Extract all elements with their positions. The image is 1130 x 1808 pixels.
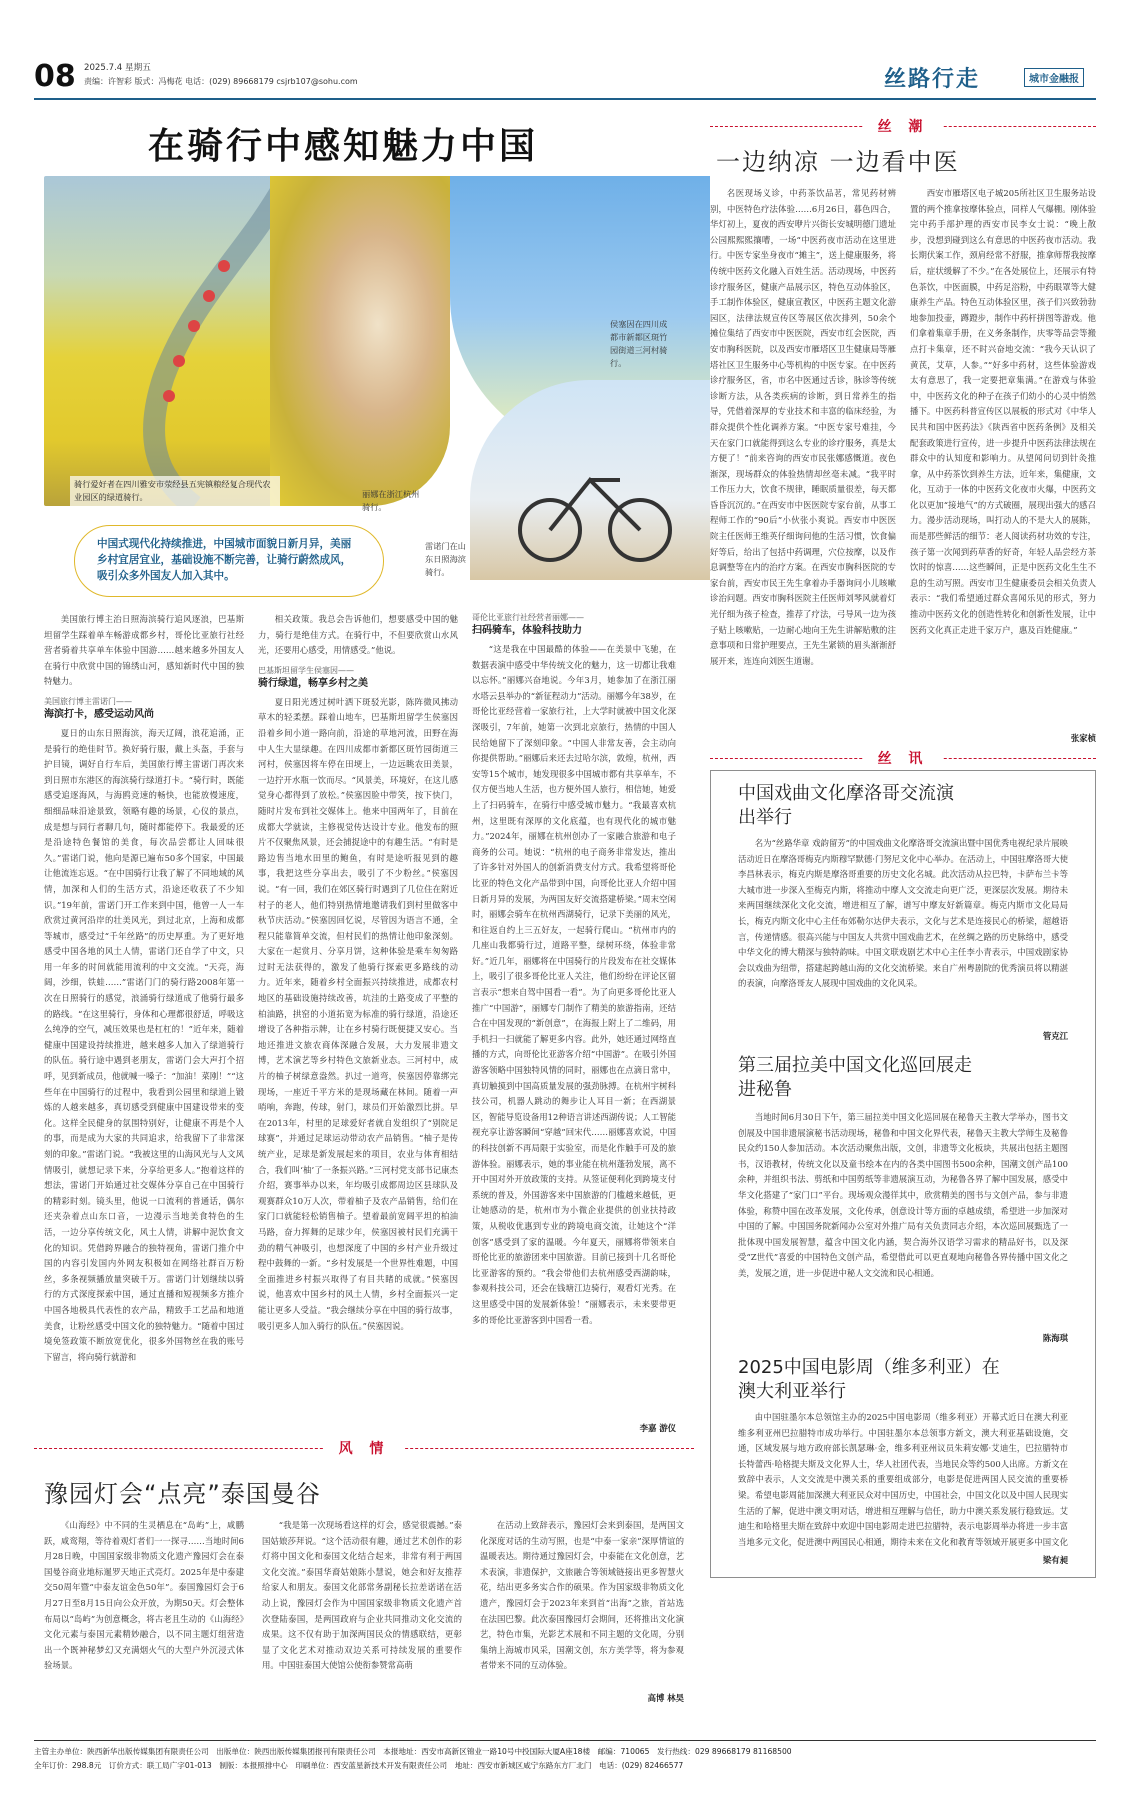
sec2-frame: [710, 748, 1096, 1580]
item1-title: 中国戏曲文化摩洛哥交流演出举行: [738, 783, 954, 828]
masthead-rule: [34, 98, 1096, 100]
issue-date: 2025.7.4 星期五: [84, 63, 151, 73]
photo-caption-1: 骑行爱好者在四川雅安市荥经县五宪镇粮经复合现代农业园区的绿道骑行。: [70, 476, 280, 506]
lead-photo-cyclist-beach: [470, 380, 710, 580]
col1-kicker: 美国旅行博主雷诺门——: [44, 696, 132, 706]
item3-body: 由中国驻墨尔本总领馆主办的2025中国电影周（维多利亚）开幕式近日在澳大利亚维多利亚州巴拉腊特市成功举行。中国驻墨尔本总领事方新文，澳大利亚基础设施，交通，区域发展与地方政府部长凯瑟琳·金，维多利亚州议员朱莉安娜·艾迪生，巴拉腊特市长特蕾西·哈格提夫斯及文化界人士，华人社团代表，当地民众等约500人出席。方新文在致辞中表示，人文交流是中澳关系的重要组成部分，电影是促进两国人民交流的重要桥梁。希望电影周能加深澳大利亚民众对中国历史，中国社会，中国文化以及中国人民现实生活的了解，促进中澳文明对话，增进相互理解与信任，助力中澳关系发展行稳致远。艾迪生和哈格里夫斯在致辞中欢迎中国电影周走进巴拉腊特，表示电影周举办将进一步丰富当地多元文化，促进澳中两国民心相通，期待未来在文化和教育等领域开展更多中国文化: [738, 1412, 1068, 1547]
lead-headline: 在骑行中感知魅力中国: [148, 126, 539, 167]
col2-kicker: 巴基斯坦留学生侯塞因——: [258, 665, 354, 675]
bottom-headline: 豫园灯会“点亮”泰国曼谷: [44, 1480, 321, 1508]
sec1-col2: 西安市雁塔区电子城205所社区卫生服务站设置的两个推拿按摩体验点，同样人气爆棚。刚体验完中药手部护理的西安市民李女士说：“晚上散步，没想到碰到这么有意思的中医药夜市活动。我长期伏案工作，颈肩经常不舒服，推拿师帮我按摩后，症状缓解了不少。”在各处展位上，还展示有特色茶饮，中医面膜，中药足浴粉，中药眼罩等大健康养生产品。特色互动体验区里，孩子们兴致勃勃地参加投壶，蹲蹬步，制作中药杆拼图等游戏。他们拿着集章手册，在义务条制作，庆零等品尝等搬点打卡集章，还不时兴奋地交流：“我今天认识了黄芪，艾草，人参。”“好多中药材，这些体验游戏太有意思了，我一定要把章集满。”在游戏与体验中，中医药文化的种子在孩子们幼小的心灵中悄然播下。中医药科普宣传区以展板的形式对《中华人民共和国中医药法》《陕西省中医药条例》及相关配套政策进行宣传，进一步提升中医药法律法规在群众中的认知度和影响力。从望闻问切到针灸推拿，从中药茶饮到养生方法，近年来，集健康，文化，互动于一体的中医药文化夜市火爆，中医药文化以更加“接地气”的方式破圈，展现出强大的感召力。漫步活动现场，叫打动人的不是大人的展陈，而是那些鲜活的细节：老人阅读药材功效的专注，孩子第一次闻到药草香的好奇，年轻人品尝经方茶饮时的惊喜……这些瞬间，正是中医药文化生生不息的生动写照。西安市卫生健康委员会相关负责人表示：“我们希望通过群众喜闻乐见的形式，努力推动中医药文化的创造性转化和创新性发展，让中医药文化真正走进千家万户，惠及百姓健康。”: [910, 188, 1096, 635]
page-number: 08: [34, 59, 76, 94]
section-title: 丝路行走: [884, 67, 981, 92]
lead-col-1: [44, 612, 244, 1431]
col2-body: 夏日阳光透过树叶洒下斑驳光影，陈阵微风拂动草木的轻柔摆。踩着山地车，巴基斯坦留学生侯塞因沿着乡间小道一路向前，沿途的草地河流，田野在海中人生大显绿趣。在四川成都市新都区斑竹园街道三河村，侯塞因将车停在田埂上，一边远眺农田美景，一边拧开水瓶一饮而尽。“风景美，环境好，在这儿感觉身心都得到了放松。”侯塞因脸中带笑，按下快门，随时片发布到社交媒体上。他来中国两年了，目前在成都大学就读，主修视觉传达设计专业。他发布的照片不仅聚焦风景，还会捕捉途中的有趣生活。“有时是路边售当地水田里的鲍鱼，有时是途听报见到的趣事，我把这些分享出去，吸引了不少粉丝。”侯塞因说。“有一回，我们在郊区骑行时遇到了几位住在附近村子的老人，他们特别热情地邀请我们到村里做客中秋节庆活动。”侯塞因回忆说，尽管因为语言不通，全程只能靠简单交流，但村民们的热情让他印象深刻。大家在一起赏月、分享月饼，这种体验是乘车匆匆路过时无法获得的，激发了他骑行探索更多路线的动力。近年来，随着乡村全面振兴持续推进，成都农村地区的基础设施持续改善，坑洼的土路变成了平整的柏油路，拱窑的小道拓宽为标准的骑行绿道，沿途还增设了各种指示牌，让在乡村骑行既便捷又安心。当地还推进文旅农商体深融合发展，大力发展非遗文博，艺术演艺等乡村特色文旅新业态。三河村中，成片的柚子树绿意盎然。扒过一道弯，侯塞因停靠绑完现场，一座近千平方米的是现场藏在林间。随着一声哨响，奔跑，传球，射门，球员们开始激烈比拼。早在2013年，村里的足球爱好者就自发组织了“别院足球赛”，并通过足球运动带动农产品销售。“柚子是传统产业，足球是新发展起来的项目，农业与体育相结合，我们叫‘柚’了一条振兴路。”三河村党支部书记康杰介绍，赛事举办以来，年均吸引成都周边区县球队及观赛群众10万人次，带着柚子及农产品销售，给们在家门口就能轻松销售柚子。望着最前宽阔平坦的柏油马路，奋力挥舞的足球少年，侯塞因被村民们充满干劲的精气神吸引，也想深度了中国的乡村产业升级过程中鼓舞的一新。“乡村发展是一个世界性难题，中国全面推进乡村振兴取得了有目共睹的成就。”侯塞因说，他喜欢中国乡村的风土人情，乡村全面振兴一定能让更多人受益。“我会继续分享在中国的骑行故事，吸引更多人加入骑行的队伍。”侯塞因说。: [258, 696, 458, 1331]
bottom-byline: 高博 林昊: [647, 1693, 684, 1703]
col2-body-top: 相关政策。我总会告诉他们，想要感受中国的魅力，骑行是绝佳方式。在骑行中，不但要欣赏山水风光，还要用心感受，用情感受。”他说。: [258, 614, 458, 656]
bicycle-icon: [470, 380, 710, 580]
sec1-label: 丝 潮: [863, 116, 943, 136]
sec2-label: 丝 讯: [863, 748, 943, 768]
col1-body: 夏日的山东日照海滨，海天辽阔，浪花追涌，正是骑行的绝佳时节。换好骑行服，戴上头盔，手套与护目镜，调好自行车后，美国旅行博主雷诺门再次来到日照市东港区的海滨骑行绿道打卡。“骑行时，既能感受追逐海风，与海鸥竞速的畅快，也能放慢速度，细细品味沿途景致，领略有趣的场景，心仪的景点，成是想与同行者聊几句，随时都能停下。我最爱的还是沿途特色餐馆的美食，每次品尝都让人回味很久。”雷诺门说，他向是源已遍布50多个国家，中国最让他流连忘返。“在中国骑行让我了解了不同地域的风情，加深和人们的生活方式，沿途还收获了不少知识。”19年前，雷诺门开工作来到中国，他曾一人一车欣赏过黄河沿岸的壮美风光，到过北京，上海和成都等城市，感受过“千年丝路”的历史厚重。为了更好地感受中国各地的风土人情，雷诺门还自学了中文，只用一年多的时间就能用流利的中文交流。“天亮，海阔，沙细，铁蛙……”雷诺门门的骑行路2008年第一次在日照骑行的感觉，浪涌骑行绿道成了他骑行最多的路线。“在这里骑行，身体和心理都很舒适，呼吸这么纯净的空气，减压效果也是杠杠的！”近年来，随着健康中国建设持续推进，越来越多人加入了绿道骑行的队伍。骑行途中遇到老朋友，雷诺门会大声打个招呼，见到新成员，他就喊一嗓子：“加油！菜刚！”“这些年在中国骑行的过程中，我看到公园里和绿道上锻炼的人越来越多，真切感受到健康中国建设带来的变化。这样全民健身的氛围特别好，让健康不再是个人的事，而是成为大家的共同追求，给我留下了非常深刻的印象。”雷诺门说。“我被这里的山海风光与人文风情吸引，就想记录下来，分享给更多人。”抱着这样的想法，雷诺门开始通过社交媒体分享自己在中国骑行的精彩时刻。镜头里，他说一口流利的普通话，偶尔还夹杂着点山东口音，一边漫示当地美食特色的生活，一边分享传统文化，风土人情，讲解中泥饮食文化的知识。凭借跨界融合的独特视角，雷诺门推介中国的内容引发国内外网友积极如在网络社群百万粉丝，多条视频播放量突破千万。雷诺门计划继续以骑行的方式深度探索中国，通过直播和短视频多方推介中国各地极具代表性的农产品，精致手工艺品和地道美食，让粉丝感受中国文化的独特魅力。“随着中国过境免签政策不断放宽优化，很多外国物丝在我的账号下留言，将向骑行就游和: [44, 727, 244, 1362]
col1-subhead: 海滨打卡，感受运动风尚: [44, 708, 154, 720]
sec1-headline: 一边纳凉 一边看中医: [716, 148, 960, 176]
lead-callout: 中国式现代化持续推进，中国城市面貌日新月异，美丽乡村宜居宜业，基础设施不断完善，让骑行蔚然成风，吸引众多外国友人加入其中。: [74, 525, 384, 597]
item1-body: 名为“丝路华章 戏韵留芳”的中国戏曲文化摩洛哥交流演出暨中国优秀电视纪录片展映活动近日在摩洛哥梅克内斯穆罕默德·门努尼文化中心举办。在活动上，中国驻摩洛哥大使李昌林表示，梅克内斯是摩洛哥重要的历史文化名城。此次活动从拉巴特，卡萨布兰卡等大城市进一步深入至梅克内斯，将推动中摩人文交流走向更广泛，更深层次发展。期待未来两国继续深化文化交流，增进相互了解，谱写中摩友好新篇章。梅克内斯市文化局局长，梅克内斯文化中心主任布郊勒尔达伊夫表示，文化与艺术是连接民心的桥梁，超越语言，传递情感。很高兴能与中国友人共赏中国戏曲艺术，在丝绸之路的历史脉络中，感受中华文化的博大精深与独特韵味。中国文联戏剧艺术中心主任李小青表示，中国戏剧家协会以戏曲为纽带，搭建起跨越山海的文化交流桥梁。来自广州粤剧院的优秀演员将以精湛的表演，向摩洛哥友人展现中国戏曲的文化风采。: [738, 838, 1068, 989]
lead-intro: 美国旅行博主治日照海滨骑行追风逐浪，巴基斯坦留学生踩着单车畅游成都乡村，哥伦比亚旅行社经营者骑着共享单车体验中国游……越来越多外国友人在骑行中欣赏中国的锦绣山河，感知新时代中国的独特魅力。: [44, 614, 244, 687]
sec1-col1: 名医现场义诊，中药茶饮品茗，常见药材辨别，中医特色疗法体验……6月26日，暮色四合，华灯初上，夏夜的西安咿片兴街长安城明德门遗址公园熙熙熙攘嘈，一场“中医药夜市活动在这里进行。中医专家坐身夜市“摊主”，送上健康服务，将传统中医药文化融入百姓生活。活动现场，中医药诊疗服务区，健康产品展示区，特色互动体验区，手工制作体验区，健康宣教区，中医药主题文化游园区，法律法规宣传区等展区依次排列，50余个摊位集结了西安市中医医院，西安市红会医院，西安市胸科医院，以及西安市雁塔区卫生健康局等雁塔社区卫生服务中心等机构的中医专家。在中医药诊疗服务区，省，市名中医通过舌诊，脉诊等传统诊断方法，从各类疾病的诊断，到日常养生的指导，凭借着深厚的专业技术和丰富的临床经验，为群众提供个性化调养方案。“中医专家号难挂，今天在家门口就能得到这么专业的诊疗服务，真是太方便了！”前来咨询的西安市民张娜感慨道。夜色渐深，现场群众的体验热情却丝毫未减。“我平时工作压力大，饮食不规律，睡眠质量很差，每天都昏昏沉沉的。”在西安市中医医院专家台前，从事工程师工作的“90后”小伙张小爽说。西安市中医医院主任医师王维英仔细询问他的生活习惯，饮食偏好等后，给出了包括中药调理，穴位按摩，以及作息调整等在内的治疗方案。在西安市胸科医院的专家台前，西安市民王先生拿着办手器询问小儿咳嗽诊治问题。西安市胸科医院主任医师刘琴风就着灯光仔细为孩子检查，推荐了疗法，弓导风一边为孩子贴上咳嗽贴，一边耐心地向王先生讲解贴敷的注意事项和日常护理要点，王先生紧锁的眉头渐渐舒展开来，连连向刘医生道谢。: [710, 188, 896, 666]
item2-byline: 陈海琪: [1042, 1333, 1068, 1343]
item2-title: 第三届拉美中国文化巡回展走进秘鲁: [738, 1055, 972, 1100]
lead-col-2: [258, 612, 458, 1400]
lead-col-3: [472, 612, 676, 1434]
item3-byline: 梁有昶: [1042, 1555, 1068, 1565]
item1-byline: 管克江: [1042, 1031, 1068, 1041]
bottom-feature: [34, 1438, 694, 1708]
col3-subhead: 扫码骑车，体验科技助力: [472, 625, 582, 636]
bottom-col2: “我是第一次现场看这样的灯会，感觉很震撼。”泰国姑娘莎拜说。“这个活动很有趣，通过艺术创作的彩灯将中国文化和泰国文化结合起来，非常有利于两国文化交流。”泰国华裔姑娘陈小慧说，她会和好友推荐给家人和朋友。泰国文化部常务副秘长拉差诺诺在活动上说，豫园灯会作为中国国家级非物质文化遗产首次登陆泰国，是两国政府与企业共同推动文化交流的成果。这不仅有助于加深两国民众的情感联结，更彰显了文化艺术对推动双边关系可持续发展的重要作用。中国驻泰国大使馆公使衔参赞常高萌: [262, 1520, 462, 1671]
col3-byline: 李嘉 游仪: [639, 1423, 676, 1433]
footer-line1: 主管主办单位：陕西新华出版传媒集团有限责任公司 出版单位：陕西出版传媒集团报刊有限责任公司 本报地址：西安市高新区锦业一路10号中投国际大厦A座18楼 邮编：710065 发行热线：029 89668179 81168500: [34, 1747, 792, 1756]
sec1-byline: 张家桢: [1070, 733, 1096, 743]
col2-subhead: 骑行绿道，畅享乡村之美: [258, 677, 368, 689]
bottom-col3: 在活动上致辞表示，豫园灯会来到泰国，是两国文化深度对话的生动写照，也是“中泰一家亲”深厚情谊的温暖表达。期待通过豫园灯会，中泰能在文化创意，艺术表演，非遗保护，文旅融合等领域链接出更多智慧火花，结出更多务实合作的硕果。作为国家级非物质文化遗产，豫园灯会于2023年来到首“出海”之旅，首站选在法国巴黎。此次泰国豫园灯会期间，还将推出文化演艺，特色市集，光影艺术展和不同主题的文化周，分别集纳上海城市风采，国潮文创，东方美学等，将为参观者带来不同的互动体验。: [480, 1520, 684, 1671]
section-badge: 城市金融报: [1024, 68, 1084, 87]
photo-caption-4: 雷诺门在山东日照海滨骑行。: [425, 541, 466, 577]
photo-caption-2: 丽娜在浙江杭州骑行。: [362, 489, 420, 512]
masthead: [34, 58, 1096, 100]
sec3-label: 风 情: [324, 1438, 404, 1458]
footer-rule: [34, 1740, 1096, 1741]
bottom-col1: 《山海经》中不同的生灵栖息在“岛屿”上，咸鹏跃，咸鸾翔，等待着观灯者们一一探寻……当地时间6月28日晚，中国国家级非物质文化遗产豫园灯会在泰国曼谷商业地标暹罗天地正式亮灯。2025年是中泰建交50周年暨“中泰友谊金色50年”。泰国豫园灯会于6月27日至8月15日向公众开放，为期50天。灯会整体布局以“岛屿”为创意概念，将古老且生动的《山海经》文化元素与泰国元素精妙融合，以不同主题灯组营造出一个既神秘梦幻又充满烟火气的大型户外沉浸式体验场景。: [44, 1520, 244, 1671]
item2-body: 当地时间6月30日下午，第三届拉美中国文化巡回展在秘鲁天主教大学举办，图书文创展及中国非遗展演秘书活动现场，秘鲁和中国文化界代表，秘鲁天主教大学师生及秘鲁民众约150人参加活动。本次活动聚焦出版，文创，非遗等文化板块，共展出包括主题图书，汉语教材，传统文化以及童书绘本在内的各类中国图书500余种，国潮文创产品100余种，并组织书法、剪纸和中国剪纸等非遗展演互动，为秘鲁各界了解中国发展，感受中华文化搭建了“家门口”平台。现场观众漫徉其中，欣赏精美的图书与文创产品，参与非遗体验，称赞中国在改革发展，文化传承，创意设计等方面的卓越成绩，希望进一步加深对中国的了解。中国国务院新闻办公室对外推广局有关负责同志介绍，本次巡回展甄选了一批体现中国发展智慧，蕴含中国文化内涵，契合海外汉语学习需求的精品好书，以及深受“Z世代”喜爱的中国特色文创产品，希望借此可以更直观地向秘鲁各界传播中国文化之美，发展之道，进一步促进中秘人文交流和民心相通。: [738, 1112, 1068, 1278]
col3-body: “这是我在中国最酷的体验——在美景中飞驰，在数据表演中感受中华传统文化的魅力，这一切都让我难以忘怀。”丽娜兴奋地说。今年3月，她参加了在浙江丽水塔云县举办的“新征程动力”活动。丽娜今年38岁，在哥伦比亚经营着一家旅行社，上大学时就被中国文化深深吸引，7年前，她第一次到北京旅行，热情的中国人民给她留下了深刻印象。“中国人非常友善，会主动向你提供帮助。”丽娜后来还去过哈尔滨，敦煌，杭州，西安等15个城市，她发现很多中国城市都有共享单车，不仅方便当地人生活，也方便外国人旅行，相信她，她爱上了扫码骑车，在骑行中感受城市魅力。“我最喜欢杭州，这里既有深厚的文化底蕴，也有现代化的城市魅力。”2024年，丽娜在杭州创办了一家融合旅游和电子商务的公司。她说：“杭州的电子商务非常发达，推出了许多针对外国人的创新消费支付方式。我希望将哥伦比亚的特色文化产品带到中国，向哥伦比亚人介绍中国日新月异的发展，为两国友好交流搭建桥梁。”周末空闲时，丽娜会骑车在杭州西湖骑行，记录下美丽的风光，和往返自约上三五好友，一起骑行爬山。“杭州市内的几座山我都骑行过，道路平整，绿树环绕，体验非常好。”近几年，丽娜将在中国骑行的片段发布在社交媒体上，吸引了很多哥伦比亚人关注，他们纷纷在评论区留言表示“想来自驾中国看一看”。为了向更多哥伦比亚人推广“中国游”，丽娜专门制作了精美的旅游指南，还结合在中国发现的“新创意”，在海报上附上了二维码，用手机扫一扫就能了解更多内容。此外，她还通过网络直播的方式，向哥伦比亚游客介绍“中国游”。在吸引外国游客领略中国独特风情的同时，丽娜也在点滴日常中，真切触摸到中国高质量发展的强劲脉搏。在杭州宇树科技公司，机器人跳动的舞步让人耳目一新；在西湖景区，智能导览设备用12种语言讲述西湖传说；人工智能视充享让游客瞬间“穿越”回宋代……丽娜喜欢说，中国的科技创新不再局限于实验室，而是化作触手可及的旅游体验。丽娜表示，她的事业能在杭州蓬勃发展，离不开中国对外开放政策的支持。从签证便利化到跨境支付系统的普及，外国游客来中国旅游的门槛越来越低，更让她感动的是，杭州市为小微企业提供的创业扶持政策，从税收优惠到专业的跨境电商交流，让她这个“洋创客”感受到了家的温暖。今年夏天，丽娜将带领来自哥伦比亚的旅游团来中国旅游。目前已接到十几名哥伦比亚游客的预约。“我会带他们去杭州感受西湖韵味，参观科技公司，还会在钱塘江边骑行，观看灯光秀。在这里感受中国的发展新体验！”丽娜表示，未来要带更多的哥伦比亚游客到中国看一看。: [472, 644, 676, 1325]
col3-kicker: 哥伦比亚旅行社经营者丽娜——: [472, 613, 584, 622]
photo-caption-3: 侯塞因在四川成都市新都区斑竹园街道三河村骑行。: [610, 319, 668, 368]
footer-line2: 全年订价：298.8元 订价方式：联工局广字01-013 制版：本报照排中心 印刷单位：西安蓝星新技术开发有限责任公司 地址：西安市新城区咸宁东路东方厂北门 电话：(029) 82466577: [34, 1761, 684, 1770]
item3-title: 2025中国电影周（维多利亚）在澳大利亚举行: [738, 1357, 1000, 1402]
editor-line: 责编：许智彩 版式：冯梅花 电话：(029) 89668179 csjrb107@sohu.com: [84, 77, 358, 86]
right-col: [710, 116, 1096, 743]
lead-photo-woman: [270, 176, 450, 506]
